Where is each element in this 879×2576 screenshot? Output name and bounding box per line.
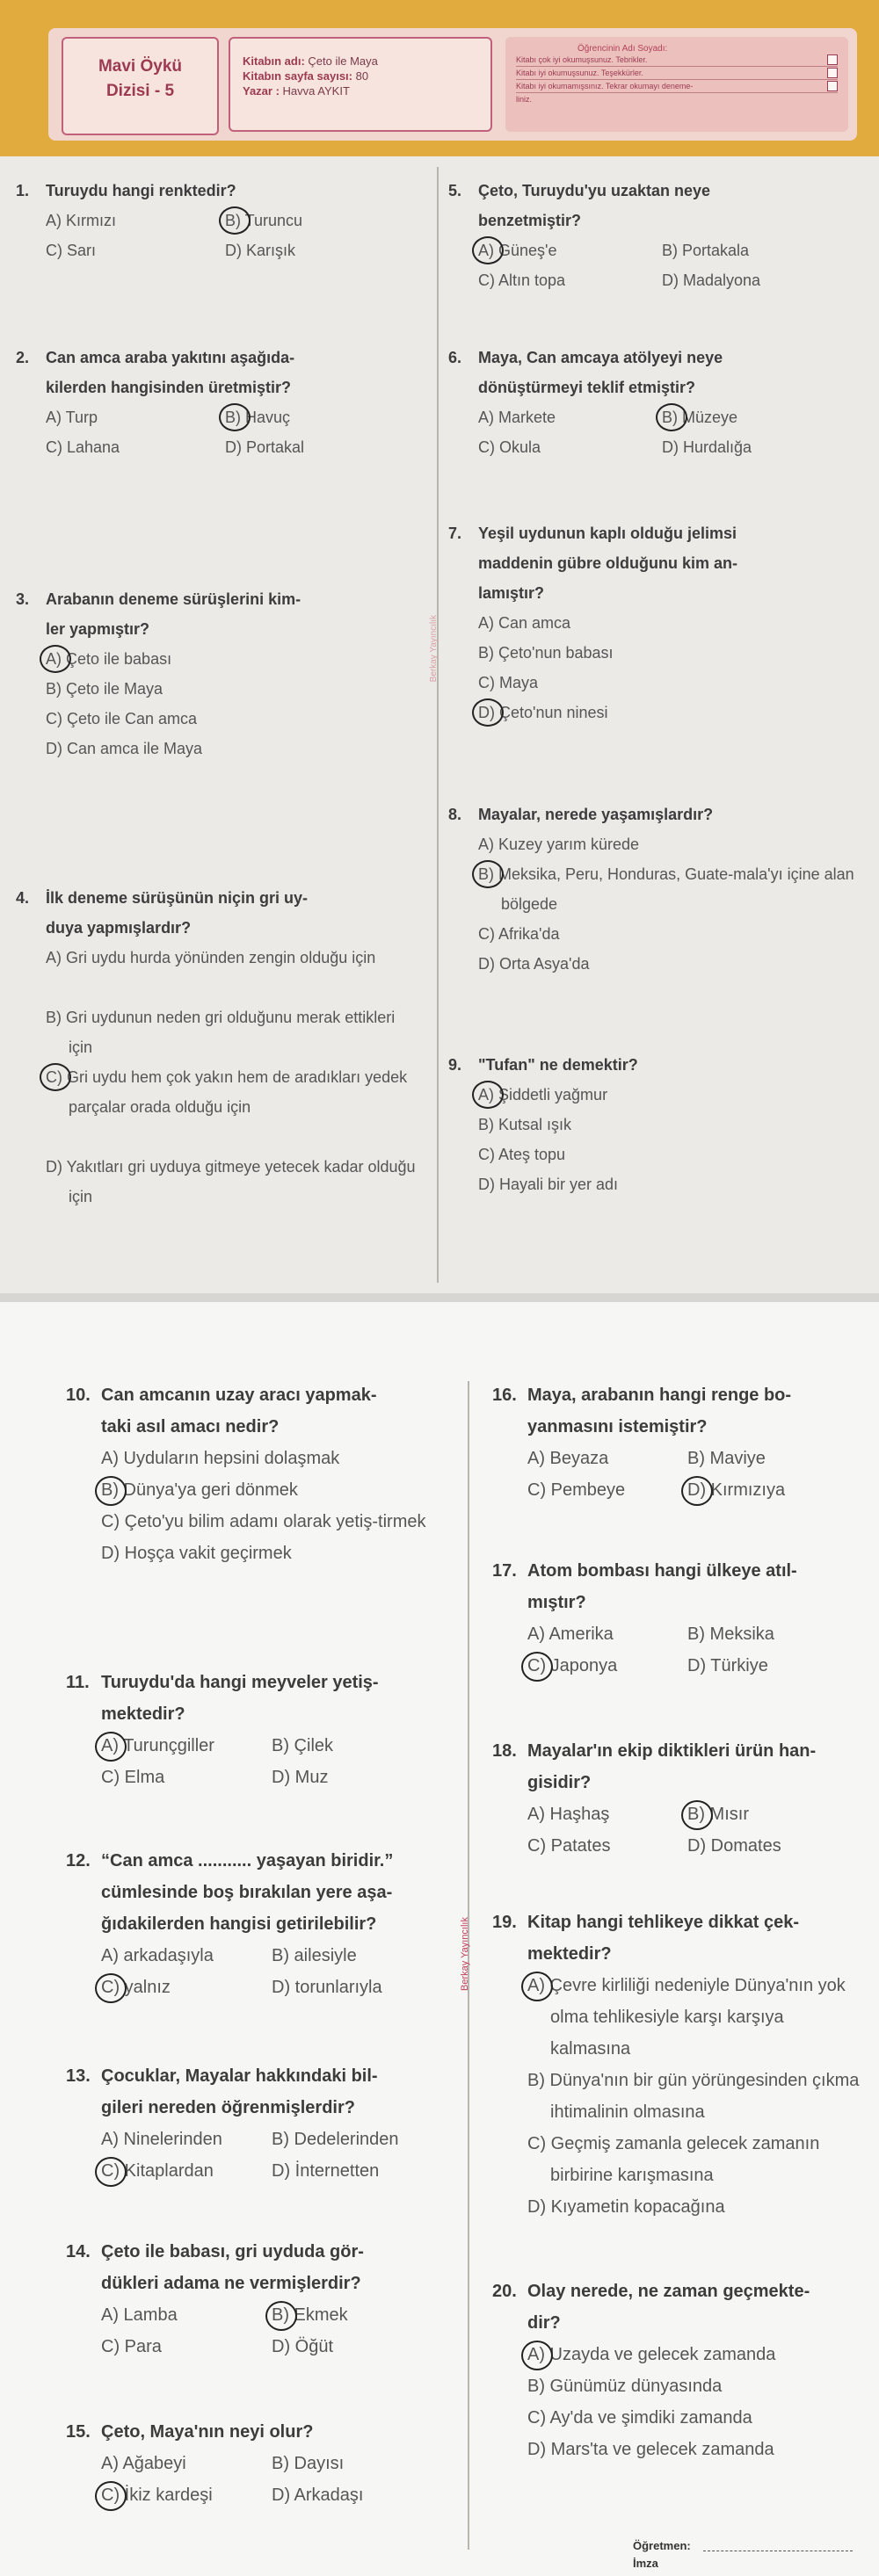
answer-circle-mark	[681, 1800, 713, 1830]
question-stem-line: mıştır?	[527, 1593, 586, 1612]
question-stem	[16, 584, 420, 644]
option-b[interactable]: B) Meksika	[687, 1624, 774, 1644]
author-label: Yazar :	[243, 84, 280, 98]
question-number: 5.	[448, 182, 462, 199]
answer-circle-mark	[521, 1972, 553, 2001]
answer-options	[492, 1443, 861, 1506]
option-d[interactable]: D) Portakal	[225, 438, 305, 456]
answer-options	[66, 2299, 457, 2363]
option-c[interactable]: C) Geçmiş zamanla gelecek zamanın birbirine karışmasına	[527, 2134, 820, 2185]
question-15	[66, 2416, 457, 2511]
question-stem	[66, 2060, 457, 2124]
question-stem-line: 8. Mayalar, nerede yaşamışlardır?	[448, 800, 861, 829]
question-stem	[492, 2276, 861, 2339]
option-c[interactable]: C) Gri uydu hem çok yakın hem de aradıkları yedek parçalar orada olduğu için	[46, 1062, 420, 1122]
option-c[interactable]: C) Pembeye	[527, 1480, 626, 1500]
question-number: 8.	[448, 806, 462, 823]
option-a[interactable]: A) Uzayda ve gelecek zamanda	[527, 2339, 775, 2370]
page-count-label: Kitabın sayfa sayısı:	[243, 69, 352, 83]
option-c[interactable]: C) Afrika'da	[478, 925, 560, 943]
question-stem-line: 5. Çeto, Turuydu'yu uzaktan neye	[448, 176, 861, 206]
answer-circle-mark	[95, 1732, 127, 1762]
answer-options	[492, 1618, 861, 1682]
option-a[interactable]: A) Haşhaş	[527, 1805, 610, 1824]
series-box	[62, 37, 219, 135]
question-stem-line: ğıdakilerden hangisi getirilebilir?	[101, 1914, 377, 1934]
question-stem	[66, 1845, 457, 1940]
question-1	[16, 176, 420, 265]
page-separator	[0, 1293, 879, 1302]
answer-options	[448, 402, 861, 462]
option-c[interactable]: C) Çeto'yu bilim adamı olarak yetiş-tirmek	[101, 1512, 426, 1531]
question-11	[66, 1667, 457, 1793]
question-16	[492, 1379, 861, 1506]
question-number: 14.	[66, 2242, 91, 2261]
option-a[interactable]: A) Çeto ile babası	[46, 644, 171, 674]
answer-options	[16, 402, 420, 462]
option-b[interactable]: B) ailesiyle	[272, 1946, 357, 1965]
question-stem-line: mektedir?	[527, 1944, 612, 1964]
question-18	[492, 1735, 861, 1862]
question-number: 11.	[66, 1673, 90, 1692]
question-stem	[448, 1050, 861, 1080]
option-c[interactable]: C) Elma	[101, 1768, 165, 1787]
option-b[interactable]: B) Havuç	[225, 402, 290, 432]
question-stem-line: 4. İlk deneme sürüşünün niçin gri uy-	[16, 883, 420, 913]
answer-options	[66, 1443, 457, 1569]
option-a[interactable]: A) Ninelerinden	[101, 2130, 222, 2149]
question-stem-line: lamıştır?	[478, 584, 545, 602]
answer-circle-mark	[472, 698, 504, 727]
answer-circle-mark	[40, 645, 71, 673]
question-stem	[66, 2236, 457, 2299]
evaluation-box	[505, 37, 848, 132]
eval-checkbox[interactable]	[827, 54, 838, 65]
option-d[interactable]: D) Öğüt	[272, 2337, 334, 2356]
answer-circle-mark	[472, 236, 504, 264]
question-stem-line: benzetmiştir?	[478, 212, 582, 229]
answer-circle-mark	[219, 403, 251, 431]
option-d[interactable]: D) Arkadaşı	[272, 2486, 364, 2505]
question-stem-line: 7. Yeşil uydunun kaplı olduğu jelimsi	[448, 518, 861, 548]
book-name: Çeto ile Maya	[308, 54, 378, 68]
author-name: Havva AYKIT	[282, 84, 350, 98]
question-stem	[16, 343, 420, 402]
option-c[interactable]: C) Ay'da ve şimdiki zamanda	[527, 2408, 752, 2428]
option-a[interactable]: A) Uyduların hepsini dolaşmak	[101, 1449, 340, 1468]
question-number: 9.	[448, 1056, 462, 1074]
option-a[interactable]: A) Can amca	[478, 614, 571, 632]
option-d[interactable]: D) torunlarıyla	[272, 1978, 382, 1997]
question-number: 10.	[66, 1386, 91, 1405]
question-number: 3.	[16, 590, 30, 608]
answer-options	[448, 829, 861, 979]
question-stem-line: 17. Atom bombası hangi ülkeye atıl-	[492, 1555, 861, 1587]
option-d[interactable]: D) Hayali bir yer adı	[478, 1176, 619, 1193]
option-c[interactable]: C) Okula	[478, 438, 541, 456]
question-stem-line: 14. Çeto ile babası, gri uyduda gör-	[66, 2236, 457, 2268]
question-stem-line: 20. Olay nerede, ne zaman geçmekte-	[492, 2276, 861, 2307]
answer-options	[448, 608, 861, 727]
answer-options	[16, 206, 420, 265]
question-stem-line: cümlesinde boş bırakılan yere aşa-	[101, 1883, 393, 1902]
option-d[interactable]: D) Hurdalığa	[662, 438, 752, 456]
option-b[interactable]: B) Kutsal ışık	[478, 1116, 572, 1133]
column-divider	[437, 167, 439, 1283]
option-d[interactable]: D) Madalyona	[662, 271, 761, 289]
option-b[interactable]: B) Müzeye	[662, 402, 737, 432]
question-stem-line: dir?	[527, 2313, 561, 2333]
option-c[interactable]: C) Patates	[527, 1836, 611, 1856]
option-d[interactable]: D) Kıyametin kopacağına	[527, 2197, 725, 2217]
option-b[interactable]: B) Mısır	[687, 1798, 749, 1830]
question-stem-line: 12. “Can amca ........... yaşayan biridir.”	[66, 1845, 457, 1877]
option-c[interactable]: C) Kitaplardan	[101, 2155, 214, 2187]
teacher-signature-line	[703, 2550, 853, 2551]
question-stem-line: 10. Can amcanın uzay aracı yapmak-	[66, 1379, 457, 1411]
option-a[interactable]: A) Ağabeyi	[101, 2454, 186, 2473]
question-stem	[16, 176, 420, 206]
answer-options	[66, 1940, 457, 2003]
question-number: 20.	[492, 2282, 517, 2301]
answer-circle-mark	[472, 860, 504, 888]
option-d[interactable]: D) İnternetten	[272, 2161, 380, 2181]
question-number: 15.	[66, 2422, 91, 2442]
option-c[interactable]: C) Altın topa	[478, 271, 566, 289]
question-stem	[492, 1379, 861, 1443]
question-stem-line: gileri nereden öğrenmişlerdir?	[101, 2098, 355, 2117]
answer-options	[448, 235, 861, 295]
answer-circle-mark	[95, 1476, 127, 1506]
option-a[interactable]: A) Güneş'e	[478, 235, 556, 265]
option-a[interactable]: A) Beyaza	[527, 1449, 609, 1468]
option-c[interactable]: C) yalnız	[101, 1972, 171, 2003]
question-stem-line: duya yapmışlardır?	[46, 919, 192, 937]
option-b[interactable]: B) Gri uydunun neden gri olduğunu merak ettikleri için	[46, 1009, 396, 1056]
option-b[interactable]: B) Turuncu	[225, 206, 302, 235]
question-stem-line: kilerden hangisinden üretmiştir?	[46, 379, 292, 396]
option-b[interactable]: B) Maviye	[687, 1449, 766, 1468]
option-d[interactable]: D) Orta Asya'da	[478, 955, 590, 973]
question-number: 7.	[448, 525, 462, 542]
question-stem	[492, 1907, 861, 1970]
answer-circle-mark	[521, 2341, 553, 2370]
question-stem-line: dükleri adama ne vermişlerdir?	[101, 2274, 361, 2293]
question-9	[448, 1050, 861, 1199]
option-a[interactable]: A) Turunçgiller	[101, 1730, 214, 1762]
eval-checkbox[interactable]	[827, 68, 838, 78]
question-number: 19.	[492, 1913, 517, 1932]
question-stem	[448, 176, 861, 235]
answer-circle-mark	[265, 2301, 297, 2331]
question-stem-line: 9. "Tufan" ne demektir?	[448, 1050, 861, 1080]
eval-row: Kitabı iyi okumuşsunuz. Teşekkürler.	[516, 67, 838, 80]
book-info-box	[229, 37, 492, 132]
question-stem-line: mektedir?	[101, 1704, 185, 1724]
teacher-label: Öğretmen:	[633, 2539, 691, 2552]
question-7	[448, 518, 861, 727]
series-number: Dizisi - 5	[105, 82, 175, 100]
question-number: 2.	[16, 349, 30, 366]
option-d[interactable]: D) Karışık	[225, 242, 296, 259]
question-stem	[66, 1379, 457, 1443]
question-19	[492, 1907, 861, 2223]
series-title: Mavi Öykü	[98, 57, 183, 76]
option-c[interactable]: C) Para	[101, 2337, 162, 2356]
option-b[interactable]: B) Dayısı	[272, 2454, 345, 2473]
answer-circle-mark	[472, 1081, 504, 1109]
option-a[interactable]: A) Kuzey yarım kürede	[478, 836, 640, 853]
question-5	[448, 176, 861, 295]
question-stem	[448, 800, 861, 829]
question-stem-line: 1. Turuydu hangi renktedir?	[16, 176, 420, 206]
option-a[interactable]: A) Markete	[478, 409, 556, 426]
answer-circle-mark	[219, 206, 251, 235]
question-number: 13.	[66, 2066, 91, 2086]
eval-row: liniz.	[516, 95, 533, 104]
answer-options	[66, 2124, 457, 2187]
option-d[interactable]: D) Domates	[687, 1836, 781, 1856]
question-stem-line: 2. Can amca araba yakıtını aşağıda-	[16, 343, 420, 373]
option-a[interactable]: A) Gri uydu hurda yönünden zengin olduğu için	[46, 949, 376, 966]
publisher-mark: Berkay Yayıncılık	[460, 1917, 470, 1991]
option-b[interactable]: B) Dünya'ya geri dönmek	[101, 1474, 298, 1506]
question-stem-line: taki asıl amacı nedir?	[101, 1417, 280, 1436]
option-c[interactable]: C) Çeto ile Can amca	[46, 710, 198, 727]
question-6	[448, 343, 861, 462]
page-count: 80	[355, 69, 369, 83]
eval-checkbox[interactable]	[827, 81, 838, 91]
answer-circle-mark	[95, 2481, 127, 2511]
question-13	[66, 2060, 457, 2187]
option-d[interactable]: D) Türkiye	[687, 1656, 768, 1675]
answer-options	[492, 1798, 861, 1862]
option-b[interactable]: B) Portakala	[662, 242, 750, 259]
question-stem-line: 3. Arabanın deneme sürüşlerini kim-	[16, 584, 420, 614]
option-a[interactable]: A) Amerika	[527, 1624, 614, 1644]
answer-circle-mark	[95, 2157, 127, 2187]
eval-row: Kitabı iyi okumamışsınız. Tekrar okumayı deneme-	[516, 80, 838, 93]
option-b[interactable]: B) Günümüz dünyasında	[527, 2377, 723, 2396]
option-b[interactable]: B) Çilek	[272, 1736, 334, 1755]
option-d[interactable]: D) Kırmızıya	[687, 1474, 785, 1506]
answer-circle-mark	[681, 1476, 713, 1506]
option-d[interactable]: D) Mars'ta ve gelecek zamanda	[527, 2440, 774, 2459]
option-c[interactable]: C) Maya	[478, 674, 539, 691]
question-stem	[448, 343, 861, 402]
question-stem-line: ler yapmıştır?	[46, 620, 150, 638]
option-b[interactable]: B) Çeto'nun babası	[478, 644, 614, 662]
option-b[interactable]: B) Çeto ile Maya	[46, 680, 163, 698]
question-stem	[66, 1667, 457, 1730]
option-c[interactable]: C) Sarı	[46, 242, 97, 259]
question-stem-line: 15. Çeto, Maya'nın neyi olur?	[66, 2416, 457, 2448]
option-d[interactable]: D) Hoşça vakit geçirmek	[101, 1544, 292, 1563]
option-c[interactable]: C) Lahana	[46, 438, 120, 456]
answer-options	[492, 2339, 861, 2465]
option-a[interactable]: A) Kırmızı	[46, 212, 116, 229]
option-c[interactable]: C) Ateş topu	[478, 1146, 566, 1163]
question-number: 16.	[492, 1386, 517, 1405]
answer-circle-mark	[521, 1652, 553, 1682]
question-stem-line: 6. Maya, Can amcaya atölyeyi neye	[448, 343, 861, 373]
question-stem	[492, 1735, 861, 1798]
sign-label: İmza	[633, 2557, 658, 2570]
answer-circle-mark	[95, 1973, 127, 2003]
question-2	[16, 343, 420, 462]
option-b[interactable]: B) Meksika, Peru, Honduras, Guate-mala'yı içine alan bölgede	[478, 859, 861, 919]
option-a[interactable]: A) Şiddetli yağmur	[478, 1080, 607, 1110]
question-17	[492, 1555, 861, 1682]
question-12	[66, 1845, 457, 2003]
answer-circle-mark	[40, 1063, 71, 1091]
question-number: 12.	[66, 1851, 91, 1870]
option-b[interactable]: B) Dünya'nın bir gün yörüngesinden çıkma ihtimalinin olmasına	[527, 2071, 860, 2122]
question-number: 1.	[16, 182, 30, 199]
option-d[interactable]: D) Yakıtları gri uyduya gitmeye yetecek kadar olduğu için	[46, 1158, 416, 1205]
option-d[interactable]: D) Can amca ile Maya	[46, 740, 203, 757]
option-a[interactable]: A) Turp	[46, 409, 98, 426]
question-stem-line: 13. Çocuklar, Mayalar hakkındaki bil-	[66, 2060, 457, 2092]
option-b[interactable]: B) Dedelerinden	[272, 2130, 399, 2149]
answer-circle-mark	[656, 403, 687, 431]
answer-options	[66, 1730, 457, 1793]
option-c[interactable]: C) Japonya	[527, 1650, 617, 1682]
student-name-label: Öğrencinin Adı Soyadı:	[578, 44, 668, 54]
question-number: 18.	[492, 1741, 517, 1761]
question-stem-line: gisidir?	[527, 1773, 592, 1792]
option-a[interactable]: A) arkadaşıyla	[101, 1946, 214, 1965]
question-stem-line: maddenin gübre olduğunu kim an-	[478, 554, 737, 572]
question-stem	[16, 883, 420, 943]
answer-options	[66, 2448, 457, 2511]
question-8	[448, 800, 861, 979]
question-number: 17.	[492, 1561, 517, 1581]
option-b[interactable]: B) Ekmek	[272, 2299, 348, 2331]
book-name-label: Kitabın adı:	[243, 54, 305, 68]
option-d[interactable]: D) Muz	[272, 1768, 329, 1787]
publisher-mark: Berkay Yayıncılık	[429, 615, 439, 683]
answer-options	[16, 943, 420, 1212]
question-stem-line: yanmasını istemiştir?	[527, 1417, 708, 1436]
option-c[interactable]: C) İkiz kardeşi	[101, 2479, 213, 2511]
option-a[interactable]: A) Çevre kirliliği nedeniyle Dünya'nın yok olma tehlikesiyle karşı karşıya kalmasına	[527, 1970, 861, 2065]
question-10	[66, 1379, 457, 1569]
question-stem-line: dönüştürmeyi teklif etmiştir?	[478, 379, 696, 396]
question-stem	[448, 518, 861, 608]
question-20	[492, 2276, 861, 2465]
question-stem	[66, 2416, 457, 2448]
question-stem	[492, 1555, 861, 1618]
question-stem-line: 19. Kitap hangi tehlikeye dikkat çek-	[492, 1907, 861, 1938]
question-14	[66, 2236, 457, 2363]
question-4	[16, 883, 420, 1212]
question-stem-line: 18. Mayalar'ın ekip diktikleri ürün han-	[492, 1735, 861, 1767]
question-number: 4.	[16, 889, 30, 907]
answer-options	[16, 644, 420, 763]
question-number: 6.	[448, 349, 462, 366]
answer-options	[492, 1970, 861, 2223]
answer-options	[448, 1080, 861, 1199]
question-3	[16, 584, 420, 763]
eval-row: Kitabı çok iyi okumuşsunuz. Tebrikler.	[516, 54, 838, 67]
option-d[interactable]: D) Çeto'nun ninesi	[478, 698, 608, 727]
question-stem-line: 11. Turuydu'da hangi meyveler yetiş-	[66, 1667, 457, 1698]
option-a[interactable]: A) Lamba	[101, 2305, 178, 2325]
question-stem-line: 16. Maya, arabanın hangi renge bo-	[492, 1379, 861, 1411]
